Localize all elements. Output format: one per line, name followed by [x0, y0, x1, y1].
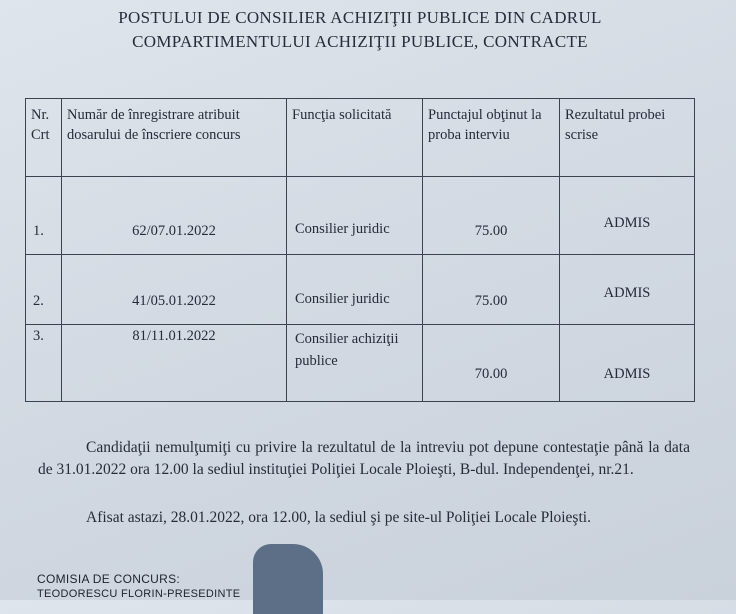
header-result: Rezultatul probei scrise — [560, 99, 695, 177]
cell-result: ADMIS — [560, 255, 695, 325]
cell-nr: 1. — [26, 177, 62, 255]
table-header-row — [26, 99, 695, 177]
header-registration: Număr de înregistrare atribuit dosarului de înscriere concurs — [62, 99, 287, 177]
table-row — [26, 255, 695, 325]
cell-nr: 3. — [26, 325, 62, 402]
cell-result: ADMIS — [560, 177, 695, 255]
header-function: Funcţia solicitată — [287, 99, 423, 177]
table-row — [26, 177, 695, 255]
cell-function: Consilier achiziţii publice — [287, 325, 423, 402]
cell-score: 75.00 — [423, 177, 560, 255]
commission-label: COMISIA DE CONCURS: — [37, 572, 181, 586]
header-score: Punctajul obţinut la proba interviu — [423, 99, 560, 177]
redaction-mark — [253, 544, 323, 614]
title-line-1: POSTULUI DE CONSILIER ACHIZIŢII PUBLICE DIN CADRUL — [118, 8, 602, 27]
contest-paragraph: Candidaţii nemulţumiţi cu privire la rezultatul de la intreviu pot depune contestaţie până la data de 31.01.2022 ora 12.00 la sediul instituţiei Poliţiei Locale Ploieşti, B-dul. Independenţei, nr.21. — [38, 439, 690, 478]
header-nr: Nr. Crt — [26, 99, 62, 177]
cell-registration: 41/05.01.2022 — [62, 255, 287, 325]
cell-result: ADMIS — [560, 325, 695, 402]
cell-function: Consilier juridic — [287, 255, 423, 325]
posting-paragraph: Afisat astazi, 28.01.2022, ora 12.00, la sediul şi pe site-ul Poliţiei Locale Ploieşti. — [86, 509, 591, 526]
results-table — [25, 98, 695, 402]
cell-score: 75.00 — [423, 255, 560, 325]
commission-member: TEODORESCU FLORIN-PRESEDINTE — [37, 588, 241, 600]
table-row — [26, 325, 695, 402]
cell-nr: 2. — [26, 255, 62, 325]
document-title — [60, 6, 660, 54]
title-line-2: COMPARTIMENTULUI ACHIZIŢII PUBLICE, CONTRACTE — [132, 32, 588, 51]
cell-score: 70.00 — [423, 325, 560, 402]
cell-registration: 62/07.01.2022 — [62, 177, 287, 255]
cell-function: Consilier juridic — [287, 177, 423, 255]
cell-registration: 81/11.01.2022 — [62, 325, 287, 402]
